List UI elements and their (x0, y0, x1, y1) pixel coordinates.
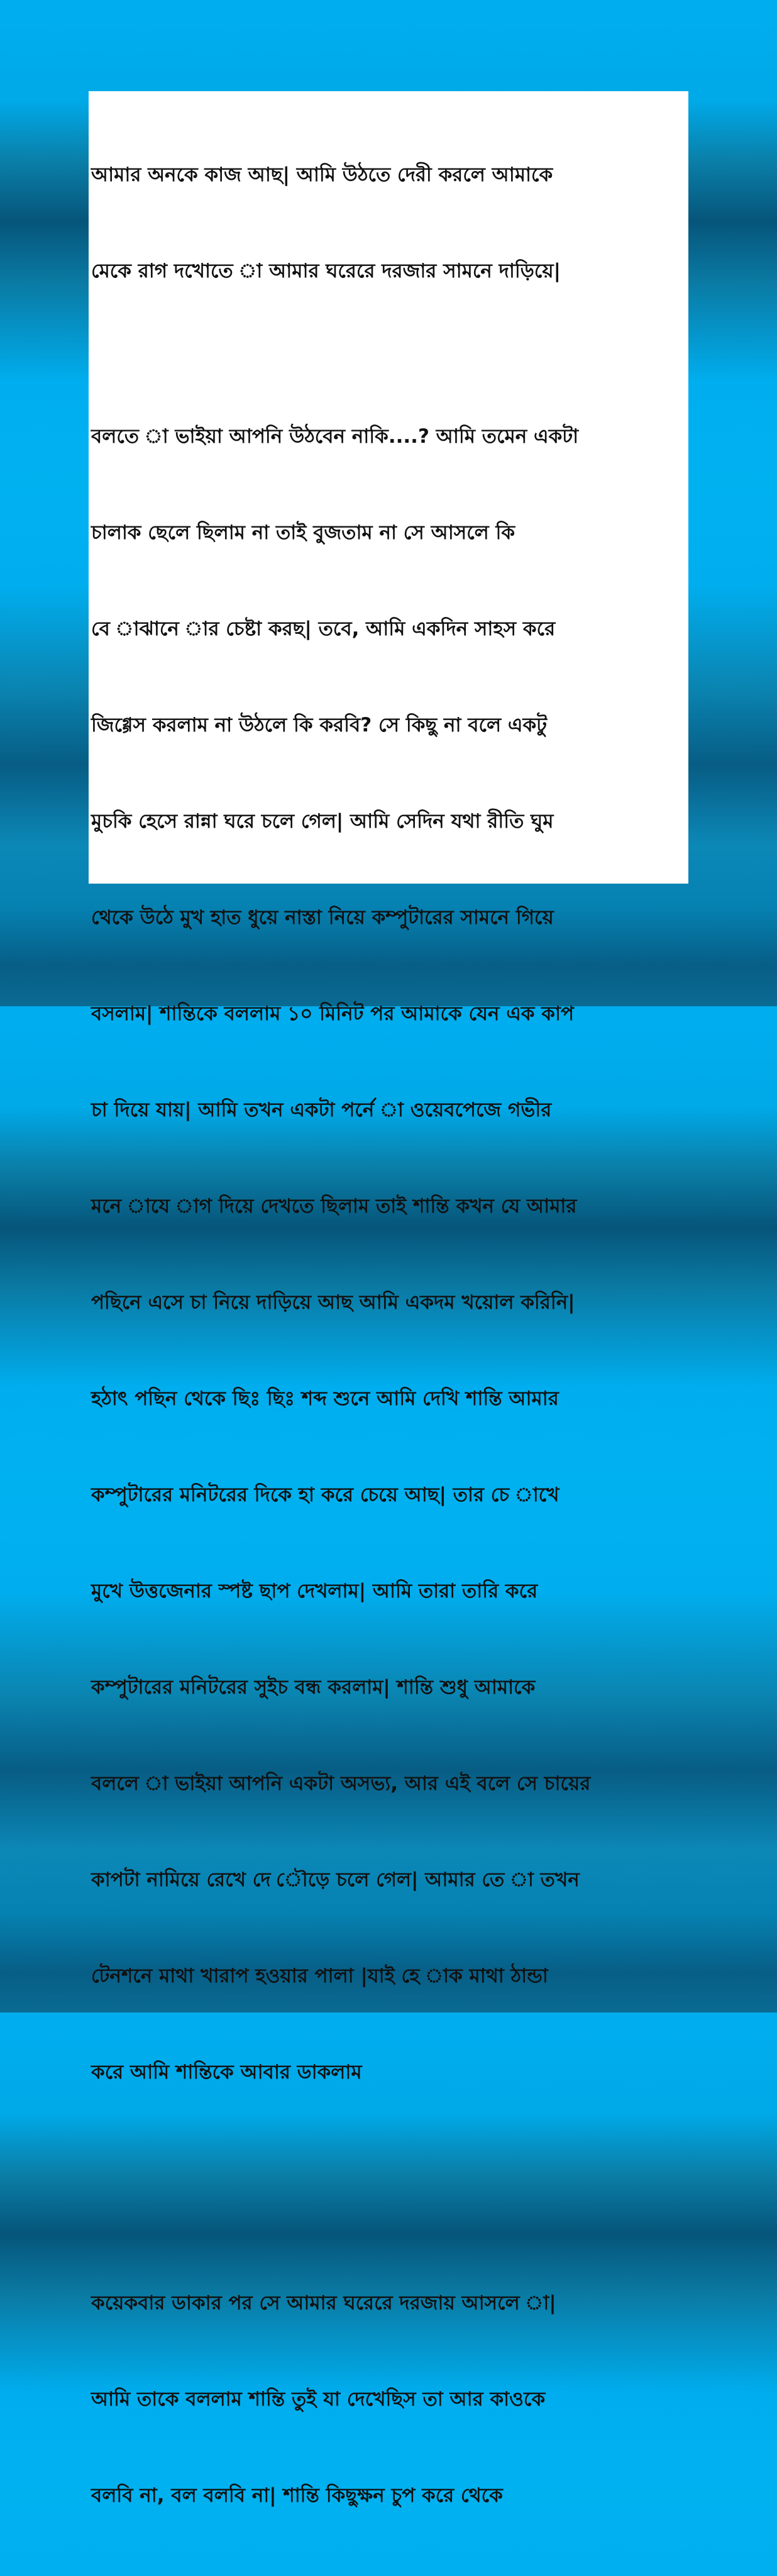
text-line: মেকে রাগ দখোতে া আমার ঘরেরে দরজার সামনে দাড়িয়ে| (91, 260, 561, 282)
text-line: বলবি না, বল বলবি না| শান্তি কিছুক্ষন চুপ করে থেকে (91, 2484, 503, 2507)
text-line: থেকে উঠে মুখ হাত ধুয়ে নাস্তা নিয়ে কম্পুটারের সামনে গিয়ে (91, 906, 554, 929)
text-line: কম্পুটারের মনিটরের দিকে হা করে চেয়ে আছ| তার চে াখে (91, 1484, 559, 1506)
text-line: টেনশনে মাথা খারাপ হওয়ার পালা |যাই হে াক মাথা ঠান্ডা (91, 1965, 548, 1987)
text-line: কাপটা নামিয়ে রেখে দে ৌড়ে চলে গেল| আমার তে া তখন (91, 1868, 580, 1891)
paragraph-1 (91, 95, 686, 352)
text-line: বে াঝানে ার চেষ্টা করছ| তবে, আমি একদিন সাহস করে (91, 618, 556, 640)
document-page (89, 91, 688, 2507)
text-line: হঠাৎ পছিন থেকে ছিঃ ছিঃ শব্দ শুনে আমি দেখি শান্তি আমার (91, 1387, 559, 1410)
text-line: বসলাম| শান্তিকে বললাম ১০ মিনিট পর আমাকে যেন এক কাপ (91, 1002, 575, 1025)
text-line: মনে াযে াগ দিয়ে দেখতে ছিলাম তাই শান্তি কখন যে আমার (91, 1195, 577, 1218)
paragraph-2 (91, 357, 686, 2153)
text-line: করে আমি শান্তিকে আবার ডাকলাম (91, 2061, 362, 2084)
text-line: কম্পুটারের মনিটরের সুইচ বন্ধ করলাম| শান্তি শুধু আমাকে (91, 1676, 536, 1699)
paragraph-3 (91, 2223, 686, 2576)
text-line: বলতে া ভাইয়া আপনি উঠবেন নাকি....? আমি তমেন একটা (91, 425, 579, 448)
text-line: বললে া ভাইয়া আপনি একটা অসভ্য, আর এই বলে সে চায়ের (91, 1772, 591, 1795)
text-line: চা দিয়ে যায়| আমি তখন একটা পর্নে া ওয়েবপেজে গভীর (91, 1099, 552, 1121)
text-line: জিগ্গেস করলাম না উঠলে কি করবি? সে কিছু না বলে একটু (91, 714, 548, 736)
text-line: কয়েকবার ডাকার পর সে আমার ঘরেরে দরজায় আসলে া| (91, 2292, 556, 2314)
text-line: আমি তাকে বললাম শান্তি তুই যা দেখেছিস তা আর কাওকে (91, 2388, 546, 2411)
text-line: চালাক ছেলে ছিলাম না তাই বুজতাম না সে আসলে কি (91, 521, 515, 544)
text-line: মুচকি হেসে রান্না ঘরে চলে গেল| আমি সেদিন যথা রীতি ঘুম (91, 810, 554, 833)
text-line: আমার অনকে কাজ আছ| আমি উঠতে দেরী করলে আমাকে (91, 164, 553, 186)
text-line: পছিনে এসে চা নিয়ে দাড়িয়ে আছ আমি একদম খয়োল করিনি| (91, 1291, 575, 1314)
text-line: মুখে উত্তজেনার স্পষ্ট ছাপ দেখলাম| আমি তারা তারি করে (91, 1580, 538, 1602)
paragraph-gap (91, 2153, 686, 2223)
